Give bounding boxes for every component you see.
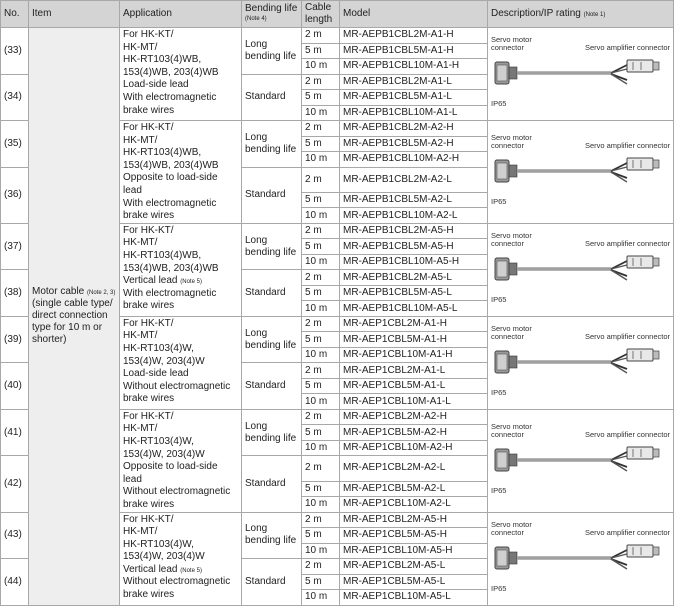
- item-line-5: shorter): [32, 334, 67, 346]
- model-cell: MR-AEPB1CBL2M-A2-L: [340, 167, 488, 192]
- model-cell: MR-AEPB1CBL2M-A1-L: [340, 74, 488, 90]
- application-line: With electromagnetic: [123, 197, 217, 209]
- application-line: For HK-KT/: [123, 224, 174, 236]
- cable-illustration: [491, 252, 669, 288]
- header-cable-length: [302, 1, 340, 28]
- bending-long-2: bending life: [245, 50, 297, 62]
- application-line: Load-side lead: [123, 368, 189, 380]
- amplifier-connector-label: Servo amplifier connector: [584, 238, 670, 248]
- description-figure: [491, 34, 670, 114]
- model-cell: MR-AEP1CBL10M-A5-H: [340, 543, 488, 559]
- bending-life-cell: [242, 363, 302, 410]
- row-number: (33): [1, 28, 29, 75]
- model-cell: MR-AEP1CBL10M-A1-H: [340, 347, 488, 363]
- application-line: With electromagnetic: [123, 287, 217, 299]
- header-cable-length-1: Cable: [305, 2, 332, 13]
- cable-illustration: [491, 443, 669, 479]
- row-number: (40): [1, 363, 29, 410]
- motor-connector-label: [491, 232, 532, 248]
- row-number: (38): [1, 270, 29, 317]
- model-cell: MR-AEP1CBL5M-A1-H: [340, 332, 488, 348]
- row-number: (42): [1, 456, 29, 512]
- application-line: 153(4)WB, 203(4)WB: [123, 66, 219, 78]
- cable-length-cell: 10 m: [302, 543, 340, 559]
- application-cell: [120, 409, 242, 512]
- model-cell: MR-AEP1CBL2M-A2-H: [340, 409, 488, 425]
- application-line: brake wires: [123, 498, 175, 510]
- application-line: For HK-KT/: [123, 29, 174, 40]
- cable-length-cell: 10 m: [302, 152, 340, 168]
- application-line: For HK-KT/: [123, 317, 174, 329]
- bending-life-cell: [242, 456, 302, 512]
- application-line: 153(4)W, 203(4)W: [123, 448, 205, 460]
- motor-connector-line-1: Servo motor: [491, 230, 532, 240]
- cable-length-cell: 5 m: [302, 528, 340, 544]
- item-note: (Note 2, 3): [87, 290, 116, 297]
- model-cell: MR-AEP1CBL2M-A1-L: [340, 363, 488, 379]
- model-cell: MR-AEP1CBL5M-A2-H: [340, 425, 488, 441]
- application-line: HK-MT/: [123, 237, 158, 249]
- item-cell: [29, 28, 120, 606]
- bending-long-2: bending life: [245, 339, 297, 351]
- model-cell: MR-AEPB1CBL5M-A1-H: [340, 43, 488, 59]
- header-description: [488, 1, 674, 28]
- header-no: No.: [1, 1, 29, 28]
- model-cell: MR-AEP1CBL2M-A1-H: [340, 316, 488, 332]
- application-line: Without electromagnetic: [123, 486, 231, 498]
- motor-connector-label: [491, 325, 532, 341]
- table-body: [1, 28, 674, 606]
- bending-life-cell: [242, 316, 302, 363]
- application-line: brake wires: [123, 300, 175, 312]
- amplifier-connector-label: Servo amplifier connector: [584, 140, 670, 150]
- cable-length-cell: 2 m: [302, 270, 340, 286]
- model-cell: MR-AEP1CBL10M-A2-L: [340, 497, 488, 513]
- model-cell: MR-AEP1CBL10M-A2-H: [340, 440, 488, 456]
- application-line: For HK-KT/: [123, 410, 174, 422]
- motor-connector-line-2: connector: [491, 527, 524, 537]
- item-line-3: direct connection: [32, 310, 108, 322]
- motor-connector-line-2: connector: [491, 43, 524, 52]
- model-cell: MR-AEPB1CBL10M-A1-H: [340, 59, 488, 75]
- motor-connector-line-2: connector: [491, 238, 524, 248]
- bending-life-cell: [242, 270, 302, 317]
- cable-length-cell: 2 m: [302, 223, 340, 239]
- cable-length-cell: 5 m: [302, 574, 340, 590]
- row-number: (41): [1, 409, 29, 456]
- bending-long-1: Long: [245, 38, 268, 50]
- cable-illustration: [491, 56, 669, 92]
- item-line-1: Motor cable: [32, 286, 85, 298]
- cable-length-cell: 10 m: [302, 301, 340, 317]
- model-cell: MR-AEPB1CBL10M-A2-L: [340, 208, 488, 224]
- application-line: HK-MT/: [123, 134, 158, 146]
- cable-length-cell: 2 m: [302, 28, 340, 44]
- bending-life-cell: [242, 167, 302, 223]
- application-cell: [120, 28, 242, 121]
- bending-standard: Standard: [245, 189, 286, 201]
- motor-connector-label: [491, 36, 532, 52]
- bending-life-cell: [242, 512, 302, 559]
- model-cell: MR-AEPB1CBL10M-A5-H: [340, 254, 488, 270]
- bending-life-cell: [242, 409, 302, 456]
- motor-connector-line-1: Servo motor: [491, 519, 532, 529]
- bending-standard: Standard: [245, 575, 286, 587]
- header-cable-length-2: length: [305, 14, 333, 25]
- bending-long-1: Long: [245, 523, 268, 535]
- motor-connector-label: [491, 423, 532, 439]
- motor-connector-line-2: connector: [491, 429, 524, 439]
- description-cell: [488, 512, 674, 605]
- header-item: Item: [29, 1, 120, 28]
- model-cell: MR-AEPB1CBL5M-A5-L: [340, 285, 488, 301]
- cable-length-cell: 2 m: [302, 512, 340, 528]
- bending-life-cell: [242, 74, 302, 121]
- model-cell: MR-AEPB1CBL2M-A5-H: [340, 223, 488, 239]
- cable-length-cell: 10 m: [302, 497, 340, 513]
- model-cell: MR-AEP1CBL5M-A2-L: [340, 481, 488, 497]
- cable-illustration: [491, 154, 669, 190]
- bending-long-2: bending life: [245, 535, 297, 547]
- application-note: (Note 5): [180, 567, 202, 574]
- bending-standard: Standard: [245, 380, 286, 391]
- item-line-2: (single cable type/: [32, 298, 113, 310]
- row-number: (43): [1, 512, 29, 559]
- bending-long-2: bending life: [245, 143, 297, 155]
- cable-length-cell: 5 m: [302, 481, 340, 497]
- application-line: HK-RT103(4)WB,: [123, 147, 202, 159]
- description-figure: [491, 323, 670, 403]
- cable-length-cell: 5 m: [302, 192, 340, 208]
- row-number: (34): [1, 74, 29, 121]
- cable-length-cell: 5 m: [302, 239, 340, 255]
- cable-length-cell: 10 m: [302, 105, 340, 121]
- header-application: Application: [120, 1, 242, 28]
- row-number: (36): [1, 167, 29, 223]
- application-line: HK-MT/: [123, 526, 158, 538]
- header-model: Model: [340, 1, 488, 28]
- motor-connector-label: [491, 521, 532, 537]
- model-cell: MR-AEP1CBL2M-A5-L: [340, 559, 488, 575]
- application-cell: [120, 121, 242, 224]
- description-cell: [488, 223, 674, 316]
- application-note: (Note 5): [180, 279, 202, 286]
- row-number: (37): [1, 223, 29, 270]
- cable-length-cell: 2 m: [302, 121, 340, 137]
- application-line: Without electromagnetic: [123, 576, 231, 588]
- amplifier-connector-label: Servo amplifier connector: [584, 527, 670, 537]
- application-line: 153(4)W, 203(4)W: [123, 355, 205, 367]
- bending-long-2: bending life: [245, 432, 297, 444]
- model-cell: MR-AEPB1CBL2M-A5-L: [340, 270, 488, 286]
- application-line: HK-RT103(4)W,: [123, 435, 194, 447]
- cable-illustration: [491, 345, 669, 381]
- cable-length-cell: 10 m: [302, 440, 340, 456]
- cable-length-cell: 5 m: [302, 378, 340, 394]
- application-line: 153(4)W, 203(4)W: [123, 551, 205, 563]
- cable-length-cell: 2 m: [302, 363, 340, 379]
- bending-life-cell: [242, 121, 302, 168]
- row-number: (44): [1, 559, 29, 606]
- application-line: HK-RT103(4)W,: [123, 342, 194, 354]
- ip-rating: IP65: [491, 387, 507, 397]
- application-line: For HK-KT/: [123, 513, 174, 525]
- motor-connector-line-1: Servo motor: [491, 132, 532, 142]
- ip-rating: IP65: [491, 485, 507, 495]
- cable-length-cell: 2 m: [302, 559, 340, 575]
- header-row: [1, 1, 674, 28]
- application-line: HK-MT/: [123, 330, 158, 342]
- cable-length-cell: 5 m: [302, 136, 340, 152]
- application-line: HK-RT103(4)WB,: [123, 54, 202, 66]
- application-line: Load-side lead: [123, 79, 189, 91]
- ip-rating: IP65: [491, 196, 507, 206]
- cable-length-cell: 2 m: [302, 456, 340, 481]
- cable-length-cell: 2 m: [302, 167, 340, 192]
- model-cell: MR-AEPB1CBL10M-A1-L: [340, 105, 488, 121]
- model-cell: MR-AEP1CBL5M-A1-L: [340, 378, 488, 394]
- model-cell: MR-AEP1CBL2M-A5-H: [340, 512, 488, 528]
- application-line: HK-MT/: [123, 41, 158, 53]
- bending-life-cell: [242, 559, 302, 606]
- cable-length-cell: 5 m: [302, 43, 340, 59]
- header-bending-life: [242, 1, 302, 28]
- model-cell: MR-AEPB1CBL5M-A1-L: [340, 90, 488, 106]
- bending-long-1: Long: [245, 234, 268, 246]
- model-cell: MR-AEP1CBL10M-A1-L: [340, 394, 488, 410]
- description-figure: [491, 230, 670, 310]
- cable-length-cell: 10 m: [302, 254, 340, 270]
- bending-life-cell: [242, 28, 302, 75]
- table-row: [1, 28, 674, 44]
- bending-standard: Standard: [245, 91, 286, 103]
- motor-connector-line-2: connector: [491, 140, 524, 150]
- description-figure: [491, 421, 670, 501]
- model-cell: MR-AEPB1CBL2M-A2-H: [340, 121, 488, 137]
- header-description-label: Description/IP rating: [491, 8, 581, 19]
- model-cell: MR-AEPB1CBL10M-A5-L: [340, 301, 488, 317]
- cable-illustration: [491, 541, 669, 577]
- description-figure: [491, 132, 670, 212]
- description-cell: [488, 409, 674, 512]
- motor-connector-line-1: Servo motor: [491, 35, 532, 44]
- motor-connector-label: [491, 134, 532, 150]
- ip-rating: IP65: [491, 583, 507, 593]
- bending-long-1: Long: [245, 420, 268, 432]
- application-cell: [120, 316, 242, 409]
- bending-life-cell: [242, 223, 302, 270]
- application-line: For HK-KT/: [123, 122, 174, 133]
- application-line: 153(4)WB, 203(4)WB: [123, 159, 219, 171]
- description-cell: [488, 28, 674, 121]
- header-bending-label: Bending life: [245, 3, 298, 14]
- motor-connector-line-1: Servo motor: [491, 421, 532, 431]
- bending-long-1: Long: [245, 327, 268, 339]
- motor-connector-line-1: Servo motor: [491, 323, 532, 333]
- application-cell: [120, 223, 242, 316]
- amplifier-connector-label: Servo amplifier connector: [584, 331, 670, 341]
- application-line: With electromagnetic: [123, 91, 217, 103]
- application-line: brake wires: [123, 104, 175, 116]
- application-line: Without electromagnetic: [123, 380, 231, 392]
- header-description-note: (Note 1): [583, 12, 606, 18]
- cable-length-cell: 2 m: [302, 409, 340, 425]
- application-line: 153(4)WB, 203(4)WB: [123, 262, 219, 274]
- description-cell: [488, 316, 674, 409]
- cable-length-cell: 10 m: [302, 59, 340, 75]
- application-line: HK-MT/: [123, 423, 158, 435]
- cable-length-cell: 2 m: [302, 74, 340, 90]
- ip-rating: IP65: [491, 294, 507, 304]
- model-cell: MR-AEPB1CBL5M-A2-L: [340, 192, 488, 208]
- description-cell: [488, 121, 674, 224]
- cable-length-cell: 5 m: [302, 332, 340, 348]
- bending-long-2: bending life: [245, 246, 297, 258]
- cable-length-cell: 5 m: [302, 90, 340, 106]
- description-figure: [491, 519, 670, 599]
- model-cell: MR-AEPB1CBL5M-A2-H: [340, 136, 488, 152]
- cable-length-cell: 10 m: [302, 394, 340, 410]
- bending-standard: Standard: [245, 287, 286, 298]
- header-bending-note: (Note 4): [245, 16, 267, 22]
- cable-length-cell: 10 m: [302, 347, 340, 363]
- application-line: Vertical lead: [123, 275, 178, 287]
- application-line: brake wires: [123, 589, 175, 601]
- application-line: HK-RT103(4)W,: [123, 538, 194, 550]
- bending-standard: Standard: [245, 477, 286, 489]
- row-number: (39): [1, 316, 29, 363]
- application-line: Opposite to load-side lead: [123, 172, 218, 196]
- model-cell: MR-AEPB1CBL10M-A2-H: [340, 152, 488, 168]
- application-cell: [120, 512, 242, 605]
- bending-long-1: Long: [245, 131, 268, 143]
- cable-length-cell: 2 m: [302, 316, 340, 332]
- model-cell: MR-AEPB1CBL5M-A5-H: [340, 239, 488, 255]
- application-line: brake wires: [123, 393, 175, 405]
- application-line: Opposite to load-side lead: [123, 461, 218, 485]
- item-line-4: type for 10 m or: [32, 322, 103, 334]
- model-cell: MR-AEPB1CBL2M-A1-H: [340, 28, 488, 44]
- model-cell: MR-AEP1CBL5M-A5-H: [340, 528, 488, 544]
- motor-connector-line-2: connector: [491, 331, 524, 341]
- model-cell: MR-AEP1CBL5M-A5-L: [340, 574, 488, 590]
- row-number: (35): [1, 121, 29, 168]
- cable-length-cell: 10 m: [302, 208, 340, 224]
- amplifier-connector-label: Servo amplifier connector: [584, 429, 670, 439]
- cable-length-cell: 5 m: [302, 285, 340, 301]
- model-cell: MR-AEP1CBL2M-A2-L: [340, 456, 488, 481]
- cable-length-cell: 10 m: [302, 590, 340, 606]
- application-line: HK-RT103(4)WB,: [123, 249, 202, 261]
- model-cell: MR-AEP1CBL10M-A5-L: [340, 590, 488, 606]
- application-line: Vertical lead: [123, 563, 178, 575]
- amplifier-connector-label: Servo amplifier connector: [584, 43, 670, 52]
- ip-rating: IP65: [491, 99, 507, 108]
- cable-length-cell: 5 m: [302, 425, 340, 441]
- application-line: brake wires: [123, 210, 175, 222]
